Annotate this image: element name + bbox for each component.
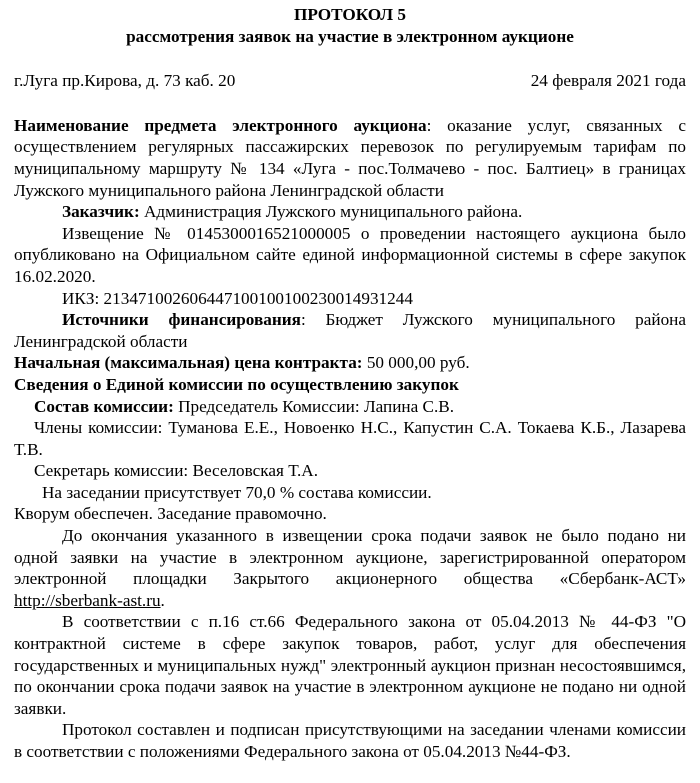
customer-paragraph [14,201,686,223]
place: г.Луга пр.Кирова, д. 73 каб. 20 [14,71,236,91]
place-date-row [14,70,686,92]
attendance-paragraph: На заседании присутствует 70,0 % состава комиссии. [42,482,432,502]
subject-paragraph [14,115,686,201]
applications-paragraph [14,525,686,611]
customer-label: Заказчик: [62,202,140,222]
members-paragraph: Члены комиссии: Туманова Е.Е., Новоенко Н.С., Капустин С.А. Токаева К.Б., Лазарева Т.В. [14,418,686,459]
quorum-paragraph: Кворум обеспечен. Заседание правомочно. [14,504,327,524]
commission-heading: Сведения о Единой комиссии по осуществлению закупок [14,374,459,394]
date: 24 февраля 2021 года [530,71,686,91]
composition-text: Председатель Комиссии: Лапина С.В. [173,396,455,416]
law-paragraph: В соответствии с п.16 ст.66 Федерального закона от 05.04.2013 № 44-ФЗ "О контрактной системе в сфере закупок товаров, работ, услуг для обеспечения государственных и муниципальных нужд" электронный аукцион признан несостоявшимся, по окончании срока подачи заявок на участие в электронном аукционе не подано ни одной заявки. [14,612,686,718]
subject-label: Наименование предмета электронного аукциона [14,115,427,135]
ikz-paragraph: ИКЗ: 213471002606447100100100230014931244 [62,288,413,308]
notice-paragraph: Извещение № 0145300016521000005 о проведении настоящего аукциона было опубликовано на Официальном сайте единой информационной системы в сфере закупок 16.02.2020. [14,223,686,286]
price-value: 50 000,00 руб. [362,353,470,373]
composition-paragraph [14,396,686,418]
price-paragraph [14,352,686,374]
signature-paragraph: Протокол составлен и подписан присутствующими на заседании членами комиссии в соответствии с положениями Федерального закона от 05.04.2013 №44-ФЗ. [14,720,686,761]
protocol-number: ПРОТОКОЛ 5 [294,5,406,24]
customer-text: Администрация Лужского муниципального района. [139,202,523,222]
financing-label: Источники финансирования [62,310,301,330]
applications-end: . [160,590,165,610]
protocol-subtitle: рассмотрения заявок на участие в электронном аукционе [126,26,574,46]
secretary-paragraph: Секретарь комиссии: Веселовская Т.А. [34,461,319,481]
composition-label: Состав комиссии: [34,396,174,416]
applications-text: До окончания указанного в извещении срока подачи заявок не было подано ни одной заявки на участие в электронном аукционе, зарегистрированной оператором электронной площадки Закрытого акционерного общества «Сбербанк-АСТ» [14,526,686,589]
price-label: Начальная (максимальная) цена контракта: [14,353,363,373]
document-page [14,4,686,763]
document-title [14,4,686,47]
sberbank-ast-link[interactable]: http://sberbank-ast.ru [14,590,161,610]
subject-text: : оказание услуг, связанных с осуществлением регулярных пассажирских перевозок по регулируемым тарифам по муниципальному маршруту № 134 «Луга - пос.Толмачево - пос. Балтиец» в границах Лужского муниципального района Ленинградской области [14,115,686,200]
financing-paragraph [14,309,686,352]
financing-text: : Бюджет Лужского муниципального района Ленинградской области [14,310,686,351]
